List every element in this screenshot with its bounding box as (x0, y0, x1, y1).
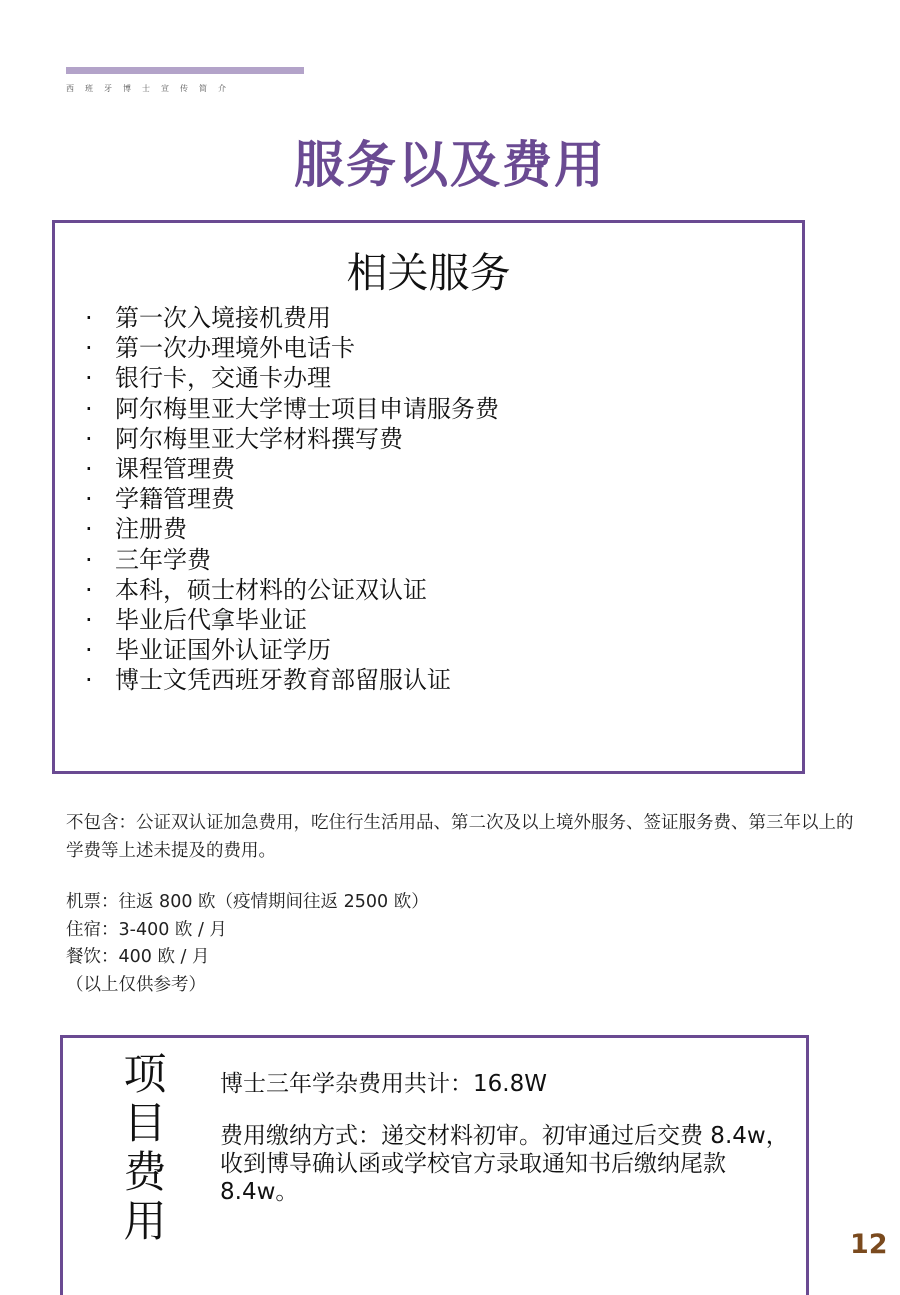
service-item: · 本科，硕士材料的公证双认证 (85, 575, 427, 604)
cost-item: 机票：往返 800 欧（疫情期间往返 2500 欧） (66, 892, 429, 912)
service-item: · 阿尔梅里亚大学材料撰写费 (85, 424, 403, 453)
bullet-icon: · (85, 394, 93, 423)
bullet-icon: · (85, 424, 93, 453)
bullet-icon: · (85, 515, 93, 544)
service-item: · 第一次办理境外电话卡 (85, 334, 355, 363)
bullet-icon: · (85, 606, 93, 635)
bullet-icon: · (85, 666, 93, 695)
notes-section (66, 809, 866, 999)
service-item: · 第一次入境接机费用 (85, 304, 331, 332)
service-item: · 学籍管理费 (85, 485, 235, 514)
page-title: 服务以及费用 (294, 136, 606, 194)
service-item: · 博士文凭西班牙教育部留服认证 (85, 666, 451, 695)
header-caption: 西班牙博士宣传简介 (66, 84, 237, 93)
cost-note: （以上仅供参考） (66, 974, 206, 995)
services-box (52, 220, 805, 774)
bullet-icon: · (85, 575, 93, 604)
service-item: · 注册费 (85, 515, 187, 544)
service-list (85, 303, 499, 696)
service-item: · 毕业后代拿毕业证 (85, 606, 307, 635)
bullet-icon: · (85, 636, 93, 665)
page-number: 12 (850, 1229, 888, 1260)
service-item: · 三年学费 (85, 545, 211, 574)
bullet-icon: · (85, 304, 93, 332)
fee-vertical-label: 项 目 费 用 (123, 1050, 167, 1247)
header-bar (66, 67, 304, 74)
cost-list (66, 889, 866, 999)
services-heading: 相关服务 (346, 249, 511, 297)
bullet-icon: · (85, 455, 93, 484)
bullet-icon: · (85, 485, 93, 514)
bullet-icon: · (85, 364, 93, 393)
cost-item: 餐饮：400 欧 / 月 (66, 947, 210, 967)
cost-item: 住宿：3-400 欧 / 月 (66, 919, 227, 940)
service-item: · 毕业证国外认证学历 (85, 636, 331, 665)
fee-payment-method: 费用缴纳方式：递交材料初审。初审通过后交费 8.4w，收到博导确认函或学校官方录取通知书后缴纳尾款 8.4w。 (220, 1123, 789, 1205)
fee-box (60, 1035, 809, 1295)
fee-total: 博士三年学杂费用共计：16.8W (220, 1071, 547, 1097)
service-item: · 课程管理费 (85, 455, 235, 484)
service-item: · 阿尔梅里亚大学博士项目申请服务费 (85, 394, 499, 423)
exclusions-text: 不包含：公证双认证加急费用，吃住行生活用品、第二次及以上境外服务、签证服务费、第三年以上的学费等上述未提及的费用。 (66, 813, 854, 861)
bullet-icon: · (85, 334, 93, 363)
service-item: · 银行卡，交通卡办理 (85, 364, 331, 393)
bullet-icon: · (85, 545, 93, 574)
